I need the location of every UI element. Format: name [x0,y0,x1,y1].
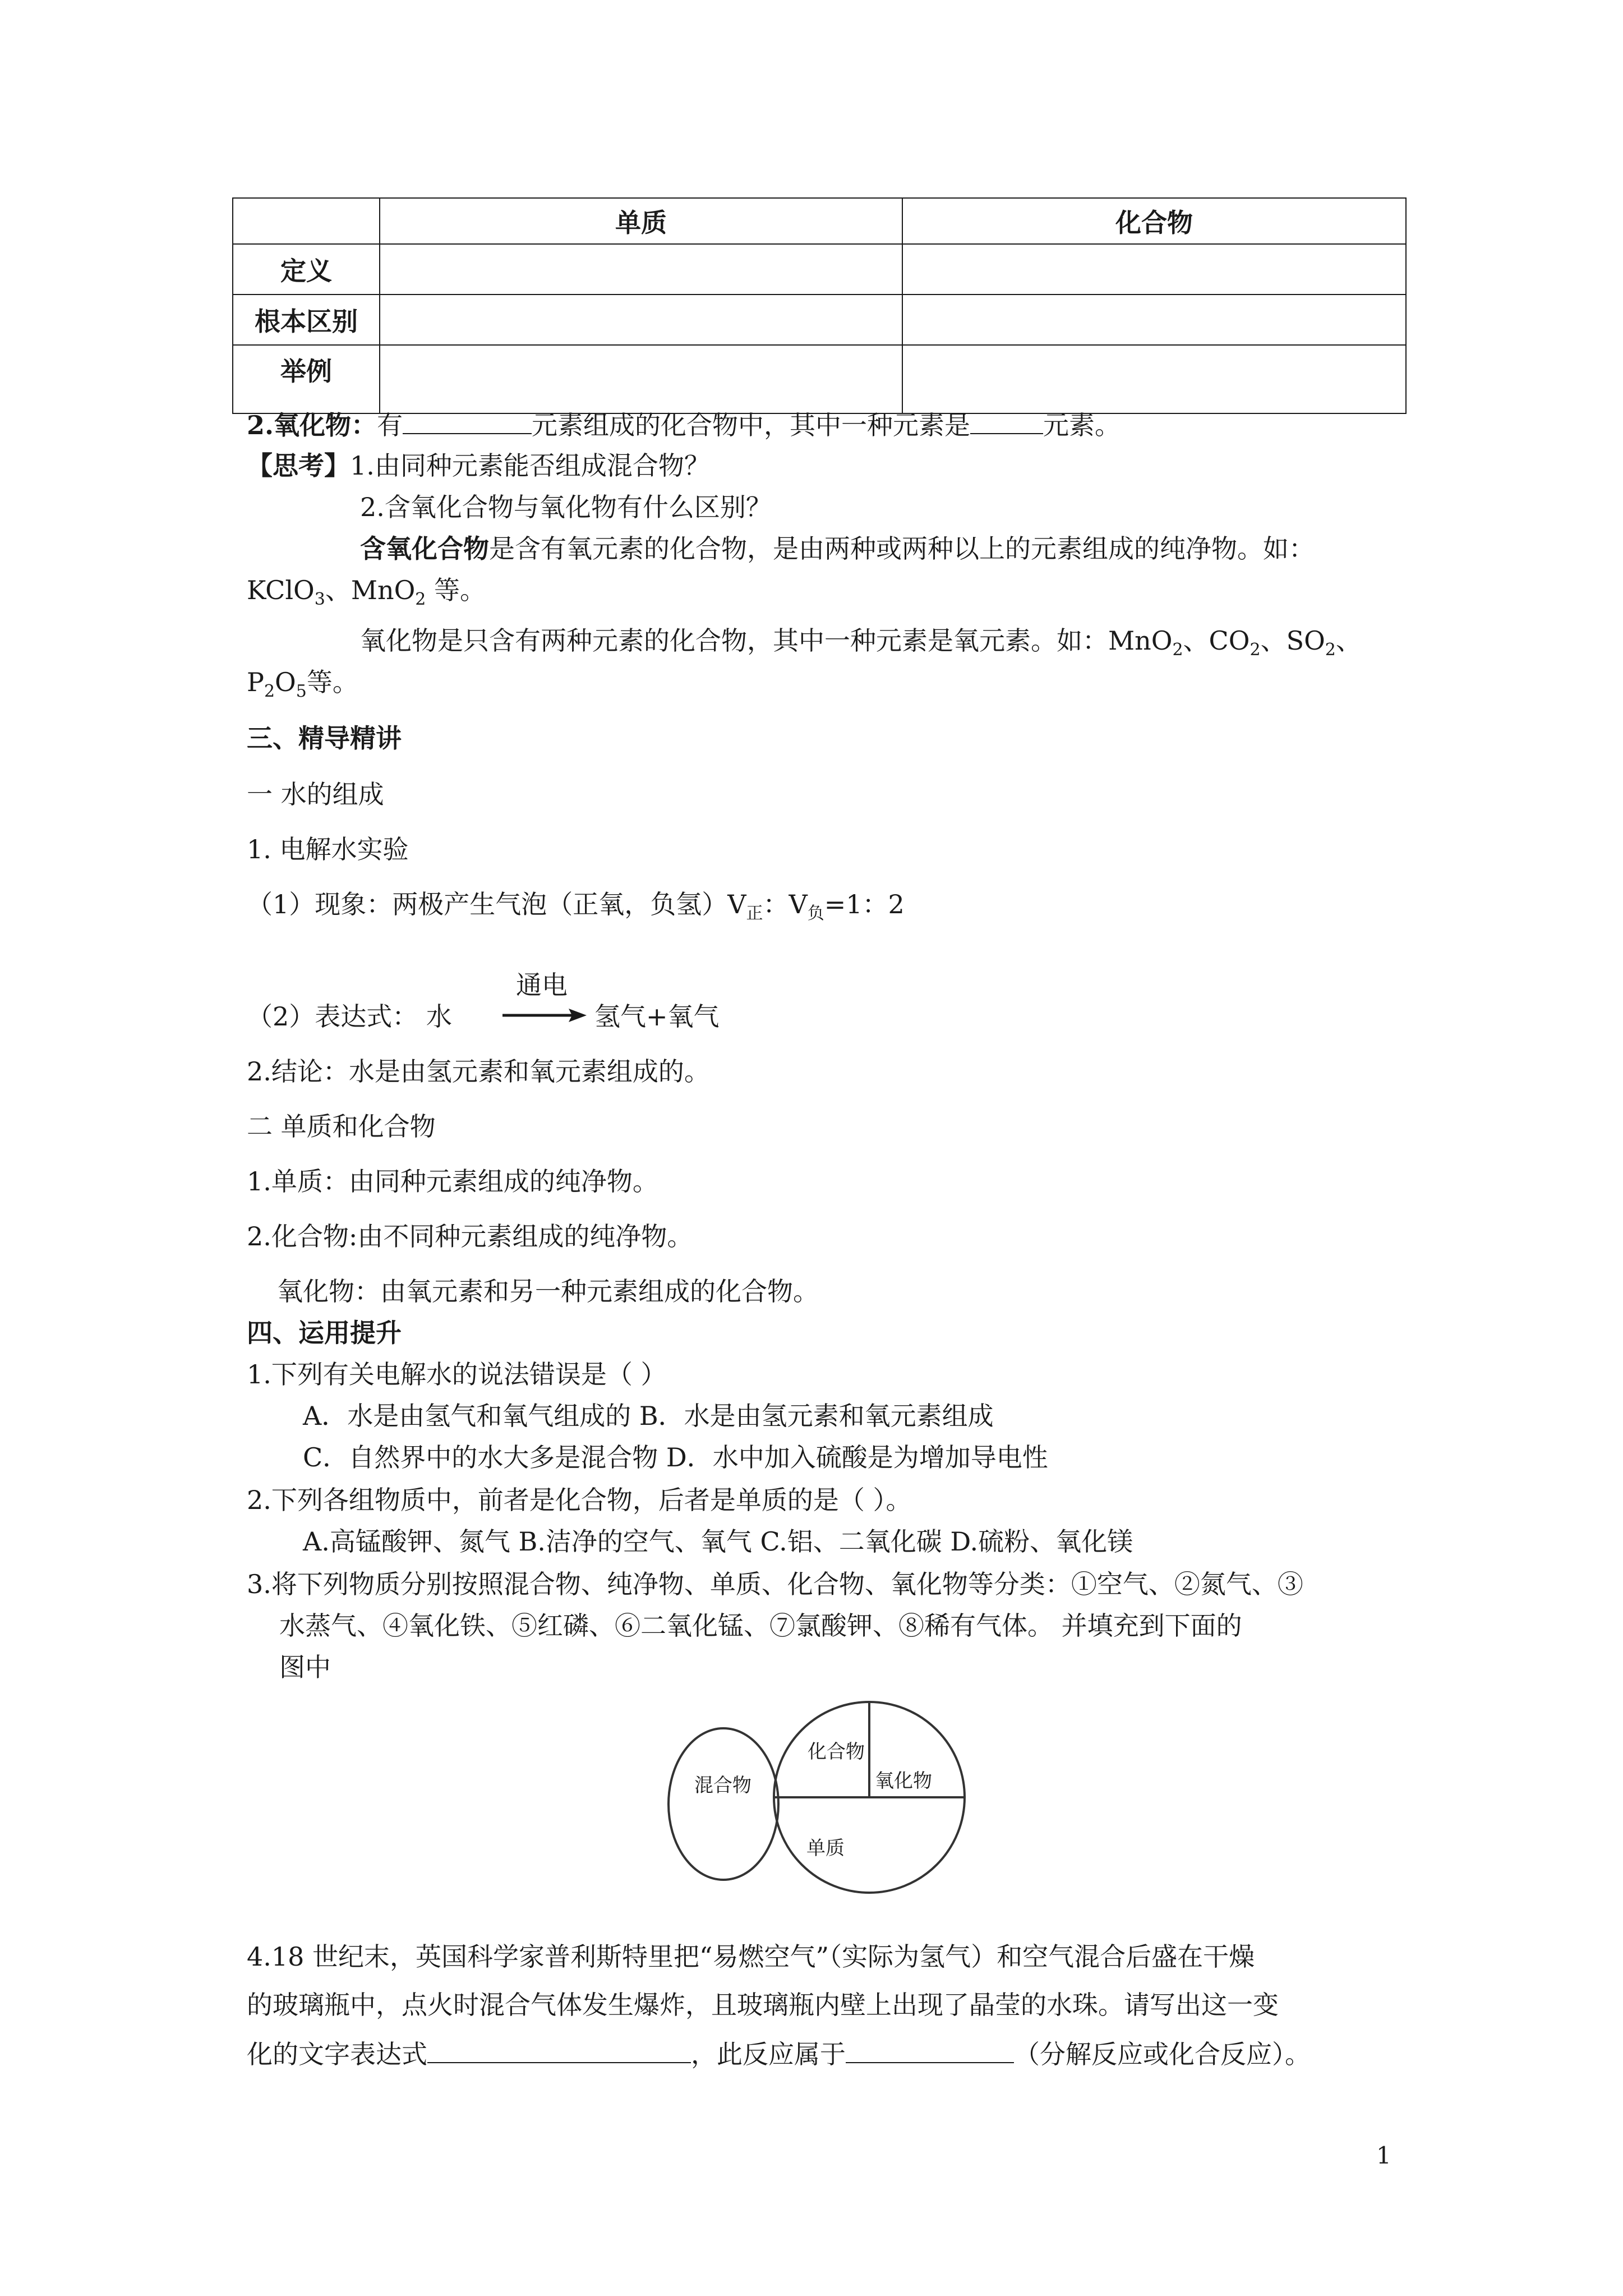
table-header-compound: 化合物 [902,198,1406,244]
subscript: 5 [296,682,307,701]
table-cell-blank[interactable] [380,345,902,413]
table-header-row [233,198,1406,244]
table-row [233,244,1406,295]
label-oxide: 氧化物 [875,1770,932,1792]
table-cell-blank[interactable] [380,295,902,345]
expression-products: 氢气+氧气 [594,1001,720,1032]
subscript: 正 [746,904,763,923]
table-row [233,295,1406,345]
elements-compounds-heading: 二 单质和化合物 [247,1111,436,1142]
expression-answer-blank[interactable] [427,2036,691,2063]
question-2-options: A.高锰酸钾、氮气 B.洁净的空气、氧气 C.铝、二氧化碳 D.硫粉、氧化镁 [303,1526,1133,1557]
question-text: （分解反应或化合反应）。 [1014,2039,1311,2069]
conclusion-line: 2.结论：水是由氢元素和氧元素组成的。 [247,1056,710,1087]
question-2: 2.下列各组物质中，前者是化合物，后者是单质的是（ ）。 [247,1485,912,1515]
expression-line [247,1000,452,1033]
table-header-element: 单质 [380,198,902,244]
answer-text: 氧化物是只含有两种元素的化合物，其中一种元素是氧元素。如：MnO [360,625,1173,656]
oxide-definition-2: 氧化物：由氧元素和另一种元素组成的化合物。 [277,1276,819,1306]
electrolysis-item: 1. 电解水实验 [247,834,409,864]
phenomenon-text: =1：2 [824,889,905,919]
formula-text: 等。 [306,667,358,697]
question-1-options-ab: A．水是由氢气和氧气组成的 B．水是由氢元素和氧元素组成 [303,1401,994,1431]
question-text: 化的文字表达式 [247,2039,427,2069]
think-question: 1.由同种元素能否组成混合物？ [350,450,710,481]
table-cell-blank[interactable] [902,295,1406,345]
formula-text: P [247,667,264,697]
subscript: 3 [314,590,325,609]
formula-text: O [275,667,296,697]
question-4-line3 [247,2036,1311,2071]
formula-text: 等。 [426,575,486,605]
phenomenon-text: （1）现象：两极产生气泡（正氧，负氢）V [247,889,746,919]
answer-text: 、CO [1183,625,1250,656]
answer-text: 、 [1335,625,1362,656]
question-text: ，此反应属于 [691,2039,846,2069]
label-compound: 化合物 [808,1741,865,1763]
reaction-arrow-icon [502,999,587,1038]
reaction-type-blank[interactable] [846,2036,1014,2063]
arrow-condition-label: 通电 [516,970,568,1000]
phenomenon-line [247,887,905,921]
page-number: 1 [1376,2142,1391,2169]
subscript: 负 [807,904,824,923]
question-4-line1: 4.18 世纪末，英国科学家普利斯特里把“易燃空气”（实际为氢气）和空气混合后盛在干燥 [247,1941,1255,1972]
formula-text: KClO [247,575,315,605]
table-header-cell [233,198,380,244]
mixture-ellipse[interactable] [668,1728,778,1880]
subscript: 2 [415,590,426,609]
subscript: 2 [1172,640,1183,660]
think-label: 【思考】 [247,450,350,481]
think-answer-2-cont [247,665,358,699]
formula-text: 、MnO [325,575,416,605]
element-definition: 1.单质：由同种元素组成的纯净物。 [247,1166,658,1197]
table-cell-blank[interactable] [902,345,1406,413]
answer-blank[interactable] [970,407,1043,434]
question-1: 1.下列有关电解水的说法错误是（ ） [247,1359,667,1389]
question-3-line2: 水蒸气、④氧化铁、⑤红磷、⑥二氧化锰、⑦氯酸钾、⑧稀有气体。 并填充到下面的 [279,1611,1242,1641]
table-cell-blank[interactable] [380,244,902,295]
row-label-definition: 定义 [233,244,380,295]
compound-definition: 2.化合物:由不同种元素组成的纯净物。 [247,1221,693,1251]
water-composition-heading: 一 水的组成 [247,779,384,809]
subscript: 2 [264,682,275,701]
row-label-difference: 根本区别 [233,295,380,345]
answer-text: 、SO [1260,625,1325,656]
oxide-text: 元素组成的化合物中，其中一种元素是 [532,410,971,440]
table-cell-blank[interactable] [902,244,1406,295]
think-answer-1-cont [247,573,486,607]
expression-text: （2）表达式： 水 [247,1001,452,1032]
classification-diagram [667,1675,981,1911]
oxide-definition [247,407,1121,442]
think-answer-1 [360,532,1315,565]
bold-term: 含氧化合物 [360,533,489,564]
question-4-line2: 的玻璃瓶中，点火时混合气体发生爆炸，且玻璃瓶内壁上出现了晶莹的水珠。请写出这一变 [247,1990,1279,2020]
think-q1 [247,449,710,482]
section-3-title: 三、精导精讲 [247,723,402,753]
section-4-title: 四、运用提升 [247,1318,402,1348]
oxide-text: 元素。 [1043,410,1121,440]
phenomenon-text: ：V [763,889,808,919]
answer-blank[interactable] [403,407,532,434]
question-3-line3: 图中 [279,1652,331,1682]
oxide-text: 有 [377,410,403,440]
row-label-example: 举例 [233,345,380,413]
subscript: 2 [1249,640,1261,660]
label-element: 单质 [806,1837,845,1860]
think-q2: 2.含氧化合物与氧化物有什么区别？ [360,492,772,522]
table-row [233,345,1406,413]
label-mixture: 混合物 [694,1774,751,1797]
comparison-table [232,197,1407,414]
subscript: 2 [1325,640,1336,660]
question-3-line1: 3.将下列物质分别按照混合物、纯净物、单质、化合物、氧化物等分类：①空气、②氮气、③ [247,1569,1303,1599]
answer-text: 是含有氧元素的化合物，是由两种或两种以上的元素组成的纯净物。如： [489,533,1315,564]
oxide-label: 2.氧化物： [247,410,377,440]
question-1-options-cd: C．自然界中的水大多是混合物 D．水中加入硫酸是为增加导电性 [303,1442,1048,1473]
think-answer-2 [360,624,1362,660]
